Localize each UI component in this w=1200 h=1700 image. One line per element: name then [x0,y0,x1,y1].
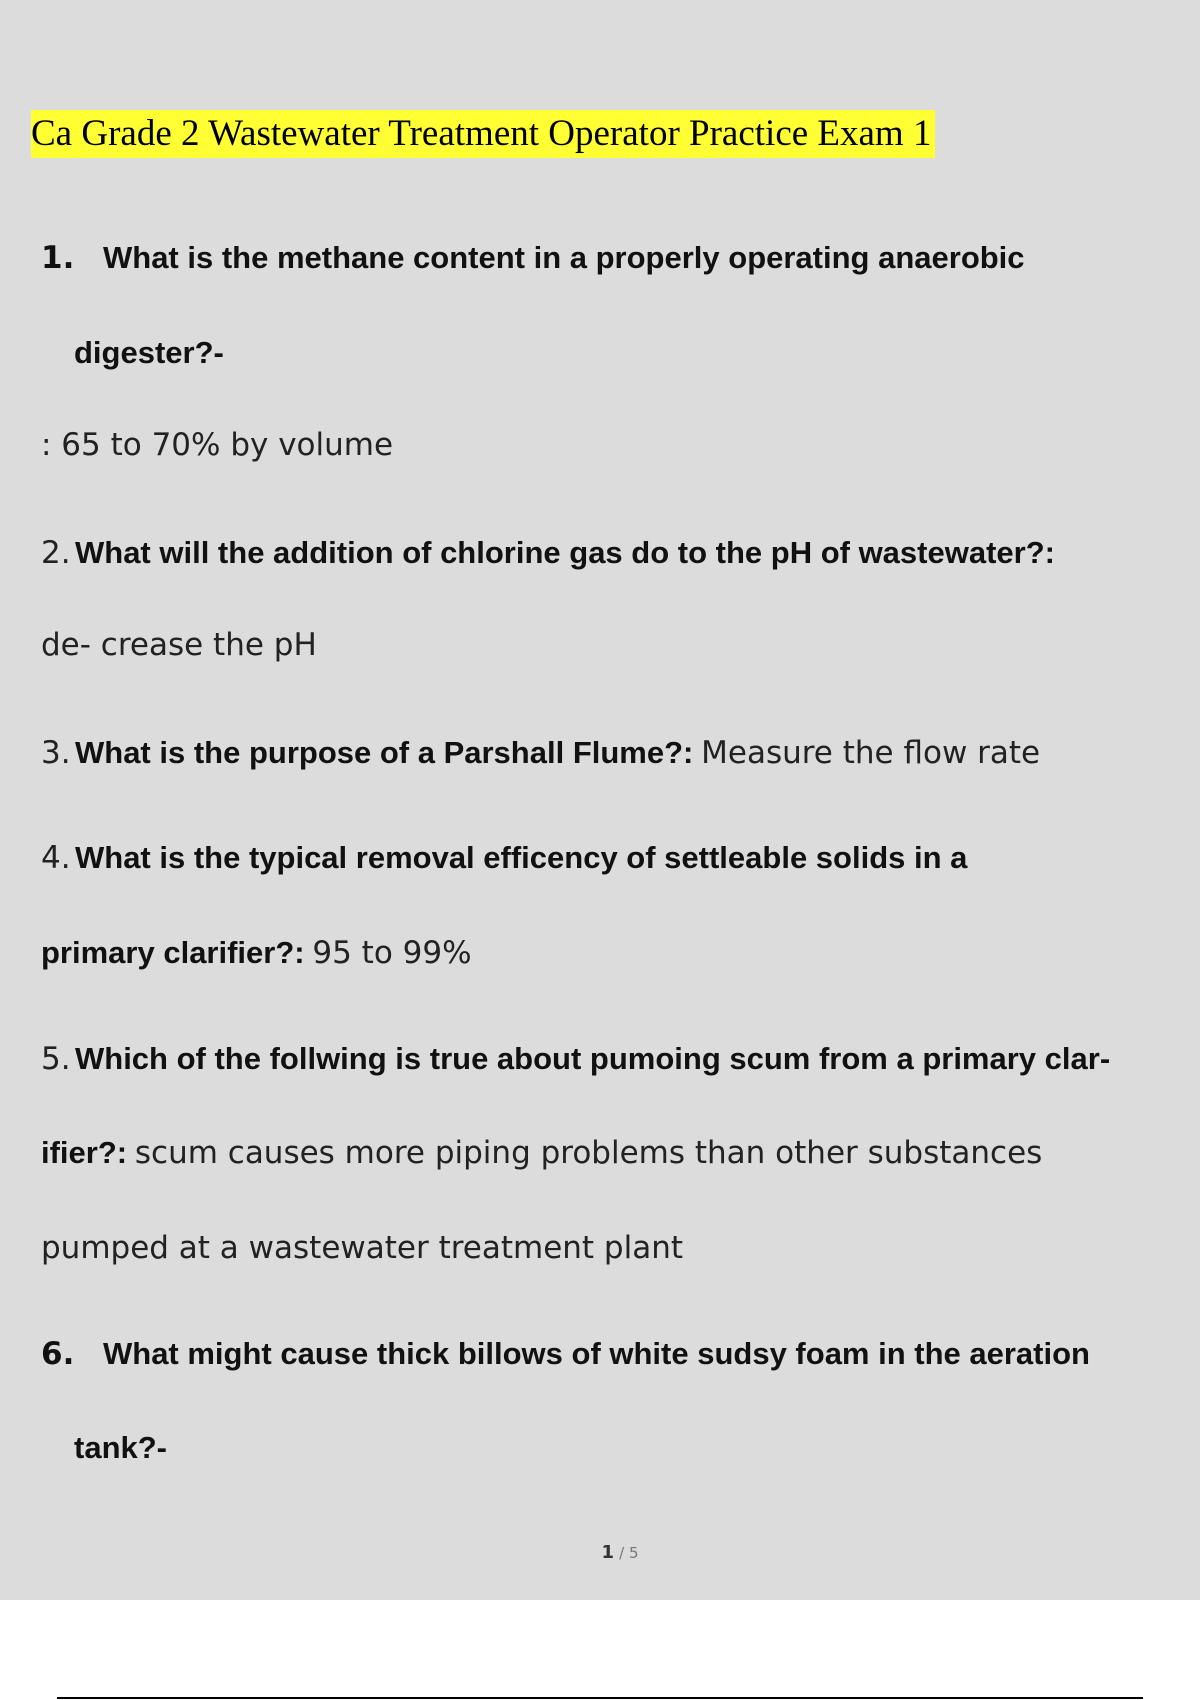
question-3 [41,733,1040,773]
answer-3: Measure the flow rate [701,735,1041,771]
question-5 [41,1039,1110,1079]
question-number: 2. [41,535,71,571]
question-number: 6. [41,1336,75,1372]
question-1-continued: digester?- [74,335,224,370]
answer-5-continued: pumped at a wastewater treatment plant [41,1230,684,1266]
current-page: 1 [601,1542,615,1563]
page-divider [57,1697,1143,1699]
question-text: What might cause thick billows of white sudsy foam in the aeration [103,1336,1090,1371]
question-number: 5. [41,1041,71,1077]
question-text: Which of the follwing is true about pumoing scum from a primary clar- [75,1041,1111,1076]
question-text: What is the purpose of a Parshall Flume?: [75,735,694,770]
answer-4: 95 to 99% [312,935,472,971]
question-2 [41,533,1055,573]
document-title: Ca Grade 2 Wastewater Treatment Operator Practice Exam 1 [31,110,935,158]
total-pages: / 5 [619,1544,639,1562]
page-indicator [0,1542,1200,1563]
question-text: What is the typical removal efficency of settleable solids in a [75,840,968,875]
question-text: ifier?: [41,1135,128,1170]
question-text: What will the addition of chlorine gas do to the pH of wastewater?: [75,535,1055,570]
question-text: primary clarifier?: [41,935,305,970]
question-number: 1. [41,240,75,276]
question-1 [41,238,1025,278]
question-5-continued [41,1133,1042,1173]
question-6 [41,1334,1090,1374]
question-4-continued [41,933,472,973]
question-number: 4. [41,840,71,876]
question-6-continued: tank?- [74,1430,167,1465]
question-4 [41,838,967,878]
question-text: What is the methane content in a properly operating anaerobic [103,240,1025,275]
answer-1: : 65 to 70% by volume [41,427,394,463]
answer-2: de- crease the pH [41,627,317,663]
question-number: 3. [41,735,71,771]
answer-5: scum causes more piping problems than other substances [134,1135,1043,1171]
